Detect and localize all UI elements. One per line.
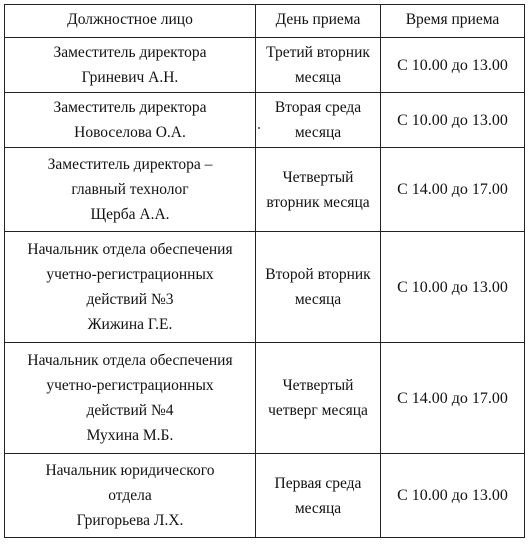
official-name: Григорьева Л.Х. [76, 512, 184, 529]
table-header [5, 5, 525, 38]
header-time: Время приема [381, 5, 525, 38]
time-cell: С 10.00 до 13.00 [381, 232, 525, 343]
day-line: Четвертый [282, 377, 354, 394]
header-official: Должностное лицо [5, 5, 256, 38]
day-line: месяца [294, 499, 342, 517]
day-line: Первая среда [274, 474, 362, 492]
time-cell: С 10.00 до 13.00 [381, 93, 525, 148]
official-position: Заместитель директора [53, 99, 207, 116]
official-position: отдела [108, 487, 152, 504]
official-position: Начальник юридического [45, 462, 215, 479]
time-cell: С 14.00 до 17.00 [381, 343, 525, 454]
official-cell [5, 38, 256, 93]
table-row [5, 93, 525, 148]
official-name: Мухина М.Б. [86, 427, 174, 444]
day-line: Второй вторник [265, 266, 371, 283]
day-line: месяца [294, 291, 342, 308]
day-cell [256, 232, 381, 343]
table-row [5, 38, 525, 93]
scan-speck [258, 127, 260, 129]
table-row [5, 232, 525, 343]
day-cell [256, 38, 381, 93]
time-cell: С 10.00 до 13.00 [381, 454, 525, 538]
official-position: Начальник отдела обеспечения [27, 241, 233, 258]
table-row [5, 454, 525, 538]
table-body [5, 38, 525, 538]
official-cell [5, 148, 256, 232]
official-position: учетно-регистрационных [46, 377, 214, 394]
header-day: День приема [256, 5, 381, 38]
day-cell [256, 454, 381, 538]
official-position: главный технолог [71, 181, 189, 198]
day-line: Четвертый [282, 168, 354, 186]
official-cell [5, 93, 256, 148]
day-cell [256, 93, 381, 148]
day-line: четверг месяца [268, 402, 368, 419]
day-cell [256, 343, 381, 454]
official-name: Новоселова О.А. [74, 124, 186, 141]
day-line: Третий вторник [266, 44, 370, 61]
official-cell [5, 232, 256, 343]
day-line: месяца [294, 69, 342, 86]
header-row [5, 5, 525, 38]
reception-schedule-table [4, 4, 525, 538]
official-cell [5, 454, 256, 538]
official-position: Заместитель директора [53, 44, 207, 61]
table-row [5, 343, 525, 454]
official-position: действий №4 [86, 402, 174, 419]
official-position: учетно-регистрационных [46, 266, 214, 283]
table-row [5, 148, 525, 232]
official-name: Гриневич А.Н. [81, 69, 179, 86]
official-name: Щерба А.А. [90, 206, 170, 223]
official-position: Заместитель директора – [47, 156, 213, 173]
official-name: Жижина Г.Е. [87, 316, 173, 333]
day-line: вторник месяца [266, 193, 370, 211]
time-cell: С 10.00 до 13.00 [381, 38, 525, 93]
official-position: Начальник отдела обеспечения [27, 352, 233, 369]
day-line: месяца [294, 124, 342, 141]
day-cell [256, 148, 381, 232]
official-position: действий №3 [86, 291, 174, 308]
time-cell: С 14.00 до 17.00 [381, 148, 525, 232]
official-cell [5, 343, 256, 454]
day-line: Вторая среда [274, 99, 362, 116]
